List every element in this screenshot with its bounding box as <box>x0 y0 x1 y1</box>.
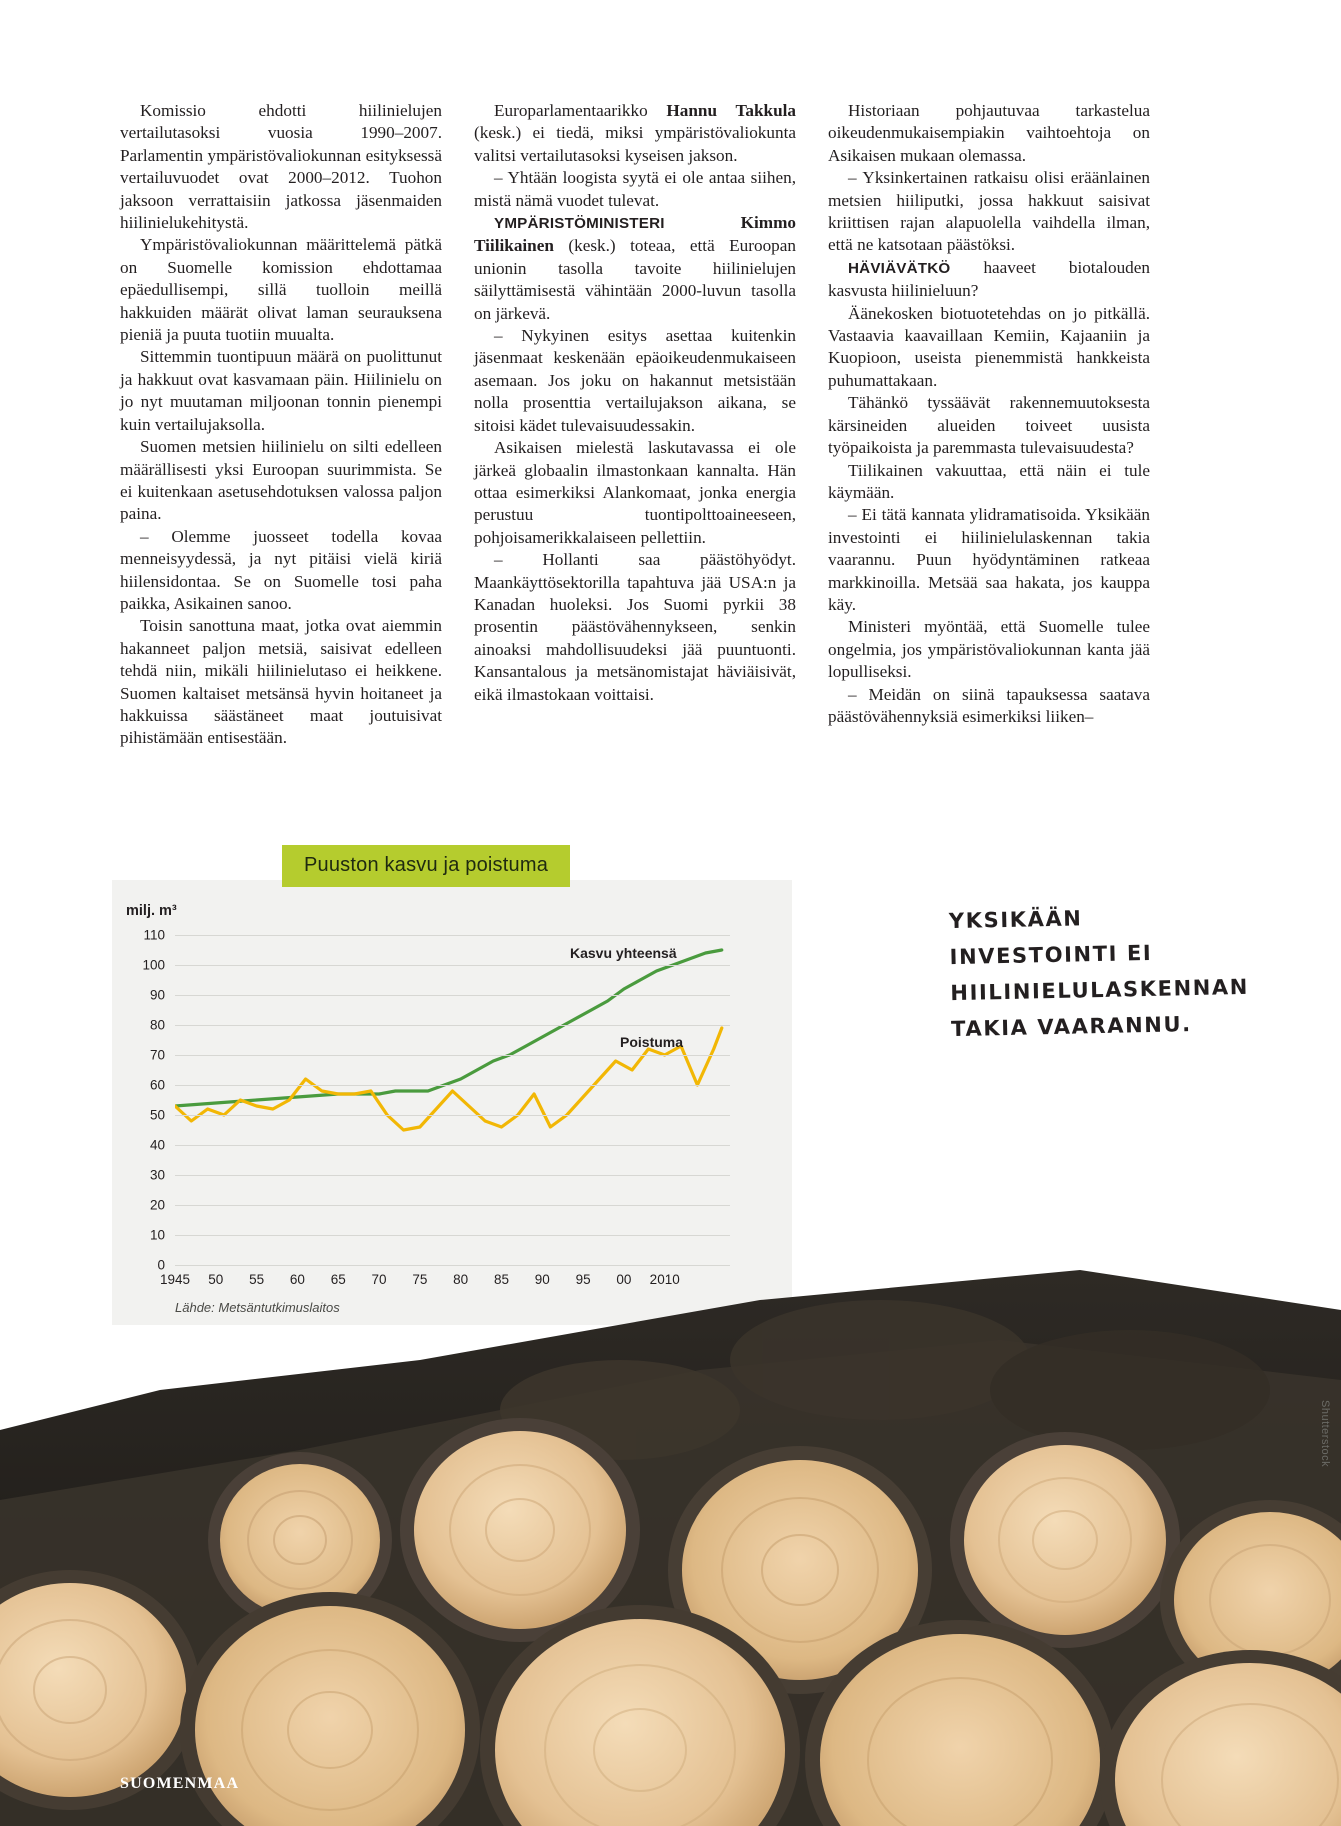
paragraph <box>828 303 1150 393</box>
chart-gridline <box>142 957 730 973</box>
chart-gridline <box>149 1047 730 1063</box>
paragraph-text: haaveet biotalouden kasvusta hiilinieluun? <box>828 257 1150 301</box>
chart-x-tick: 75 <box>412 1272 428 1287</box>
chart-x-tick: 2010 <box>649 1272 680 1287</box>
paragraph <box>120 346 442 436</box>
paragraph <box>474 549 796 706</box>
chart-gridline <box>149 1227 730 1243</box>
paragraph-text: Suomen metsien hiilinielu on silti edelleen määrällisesti yksi Euroopan suurimmista. Se ei kuitenkaan asetusehdotuksen valossa paljon paina. <box>120 437 442 524</box>
paragraph-text: Toisin sanottuna maat, jotka ovat aiemmin hakanneet paljon metsiä, saisivat edelleen tehdä niin, mikäli hiilinielutaso ei heikkene. Suomen kaltaiset metsänsä hyvin hoitaneet ja hakkuissa säästäneet maat joutuisivat pihistämään entisestään. <box>120 616 442 748</box>
article-body <box>120 100 1230 750</box>
paragraph <box>120 436 442 526</box>
paragraph-text: – Olemme juosseet todella kovaa menneisyydessä, ja nyt pitäisi vielä kiriä hiilensidontaa. Se on Suomelle tosi paha paikka, Asikainen sanoo. <box>120 526 442 613</box>
chart-x-tick: 70 <box>371 1272 387 1287</box>
paragraph <box>120 526 442 616</box>
paragraph <box>828 167 1150 257</box>
paragraph-text: Europarlamentaarikko <box>494 101 667 120</box>
paragraph-text: (kesk.) ei tiedä, miksi ympäristövaliokunta valitsi vertailutasoksi kyseisen jakson. <box>474 123 796 165</box>
chart-x-tick: 00 <box>616 1272 632 1287</box>
paragraph <box>120 615 442 749</box>
paragraph-text: (kesk.) toteaa, että Euroopan unionin tasolla tavoite hiilinielujen säilyttämisestä vähintään 2000-luvun tasolla on järkevä. <box>474 236 796 323</box>
chart-gridline <box>149 1137 730 1153</box>
chart-y-tick: 50 <box>149 1107 165 1123</box>
person-name: Hannu Takkula <box>666 101 796 120</box>
paragraph <box>120 234 442 346</box>
paragraph <box>828 460 1150 505</box>
paragraph-text: – Ei tätä kannata ylidramatisoida. Yksikään investointi ei hiilinielulaskennan takia vaarannu. Puun hyödyntäminen ratkeaa markkinoilla. Metsää saa hakata, jos kauppa käy. <box>828 505 1150 614</box>
paragraph-lead-in: HÄVIÄVÄTKÖ <box>848 259 984 277</box>
chart-gridline <box>149 987 730 1003</box>
paragraph-text: Äänekosken biotuotetehdas on jo pitkällä. Vastaavia kaavaillaan Kemiin, Kajaaniin ja Kuopioon, useista pienemmistä hankkeista puhumattakaan. <box>828 303 1150 390</box>
series-label-poistuma: Poistuma <box>620 1034 684 1050</box>
chart-y-tick: 0 <box>157 1257 165 1273</box>
chart-x-tick: 95 <box>575 1272 591 1287</box>
chart-x-tick: 55 <box>249 1272 265 1287</box>
paragraph-text: Tähänkö tyssäävät rakennemuutoksesta kärsineiden alueiden toiveet uusista työpaikoista ja paremmasta tulevaisuudesta? <box>828 393 1150 458</box>
chart-y-tick: 30 <box>149 1167 165 1183</box>
article-column-3 <box>828 100 1150 750</box>
chart-y-tick: 110 <box>143 927 165 943</box>
paragraph <box>474 437 796 549</box>
person-name: Kimmo Tiilikainen <box>474 213 796 256</box>
paragraph-text: Sittemmin tuontipuun määrä on puolittunut ja hakkuut ovat kasvamaan päin. Hiilinielu on jo nyt muutaman miljoonan tonnin pienempi kuin vertailujaksolla. <box>120 347 442 434</box>
paragraph-text: Komissio ehdotti hiilinielujen vertailutasoksi vuosia 1990–2007. Parlamentin ympäristövaliokunnan esityksessä vertailuvuodet ovat 2000–2012. Tuohon jaksoon verrattaisiin jatkossa jäsenmaiden hiilinielukehitystä. <box>120 101 442 233</box>
paragraph-text: Ministeri myöntää, että Suomelle tulee ongelmia, jos ympäristövaliokunnan kanta jää lopulliseksi. <box>828 617 1150 682</box>
chart-plot-area <box>142 927 730 1273</box>
paragraph-text: – Nykyinen esitys asettaa kuitenkin jäsenmaat keskenään epäoikeudenmukaiseen asemaan. Jos joku on hakannut metsistään nolla prosenttia vertailujakson aikana, se sitoisi kädet tulevaisuudessakin. <box>474 326 796 435</box>
chart-x-tick: 90 <box>534 1272 550 1287</box>
chart-x-tick: 80 <box>453 1272 469 1287</box>
chart-title: Puuston kasvu ja poistuma <box>282 845 570 887</box>
paragraph-text: Asikaisen mielestä laskutavassa ei ole järkeä globaalin ilmastonkaan kannalta. Hän ottaa esimerkiksi Alankomaat, jonka energia perustuu tuontipolttoaineeseen, pohjoisamerikkalaiseen pellettiin. <box>474 438 796 547</box>
paragraph <box>828 684 1150 729</box>
pull-quote: YKSIKÄÄN INVESTOINTI EI HIILINIELULASKENNAN TAKIA VAARANNU. <box>948 906 1250 1042</box>
chart-gridline <box>143 927 730 943</box>
paragraph <box>474 212 796 325</box>
photo-credit: Shutterstock <box>1319 1400 1331 1468</box>
chart-y-tick: 40 <box>149 1137 165 1153</box>
chart-unit-label: milj. m³ <box>126 903 177 919</box>
paragraph-lead-in: YMPÄRISTÖMINISTERI <box>494 215 741 233</box>
paragraph <box>828 392 1150 459</box>
paragraph-text: Ympäristövaliokunnan määrittelemä pätkä on Suomelle komission ehdottamaa epäedullisempi, sillä tuolloin meillä hakkuiden määrät olivat laman seurauksena pieniä ja puuta tuotiin muualta. <box>120 235 442 345</box>
chart-x-tick: 65 <box>330 1272 346 1287</box>
chart-x-tick: 50 <box>208 1272 224 1287</box>
paragraph-text: – Yhtään loogista syytä ei ole antaa siihen, mistä nämä vuodet tulevat. <box>474 168 796 210</box>
paragraph <box>828 257 1150 303</box>
chart-y-tick: 90 <box>149 987 165 1003</box>
paragraph-text: – Hollanti saa päästöhyödyt. Maankäyttösektorilla tapahtuva jää USA:n ja Kanadan huoleksi. Jos Suomi pyrkii 38 prosentin päästövähennykseen, senkin ainoaksi mahdollisuudeksi jää puuntuonti. Kansantalous ja metsänomistajat häviäisivät, eikä ilmastokaan voittaisi. <box>474 550 796 704</box>
paragraph-text: – Yksinkertainen ratkaisu olisi eräänlainen metsien hiiliputki, jossa hakkuut saisivat kriittisen rajan alapuolella vaihdella ilman, että ne katsotaan päästöksi. <box>828 168 1150 255</box>
chart-gridline <box>149 1077 730 1093</box>
article-column-2 <box>474 100 796 750</box>
article-column-1 <box>120 100 442 750</box>
paragraph <box>474 325 796 437</box>
chart-gridline <box>149 1017 730 1033</box>
chart-x-tick: 1945 <box>159 1272 191 1287</box>
chart-y-tick: 80 <box>149 1017 165 1033</box>
paragraph <box>828 504 1150 616</box>
chart-y-tick: 20 <box>149 1197 165 1213</box>
paragraph <box>120 100 442 234</box>
chart-y-tick: 10 <box>149 1227 165 1243</box>
paragraph <box>828 616 1150 683</box>
paragraph <box>474 100 796 167</box>
chart-x-tick: 60 <box>289 1272 305 1287</box>
chart-gridline <box>149 1167 730 1183</box>
chart-y-tick: 60 <box>149 1077 165 1093</box>
paragraph-text: Tiilikainen vakuuttaa, että näin ei tule käymään. <box>828 460 1150 502</box>
chart-gridline <box>149 1197 730 1213</box>
chart-gridline <box>149 1107 730 1123</box>
chart-svg <box>175 935 730 1265</box>
chart-series-line <box>175 950 722 1106</box>
footer-logo: SUOMENMAA <box>120 1775 240 1792</box>
paragraph <box>474 167 796 212</box>
paragraph-text: Historiaan pohjautuvaa tarkastelua oikeudenmukaisempiakin vaihtoehtoja on Asikaisen mukaan olemassa. <box>828 101 1150 165</box>
log-pile-photo <box>0 1240 1341 1826</box>
chart-x-tick: 85 <box>493 1272 509 1287</box>
paragraph-text: – Meidän on siinä tapauksessa saatava päästövähennyksiä esimerkiksi liiken– <box>828 684 1150 726</box>
chart-y-tick: 70 <box>149 1047 165 1063</box>
chart-y-tick: 100 <box>142 957 165 973</box>
series-label-kasvu: Kasvu yhteensä <box>570 945 677 961</box>
log-pile-illustration <box>0 1240 1341 1826</box>
paragraph <box>828 100 1150 167</box>
chart-source: Lähde: Metsäntutkimuslaitos <box>175 1300 340 1315</box>
